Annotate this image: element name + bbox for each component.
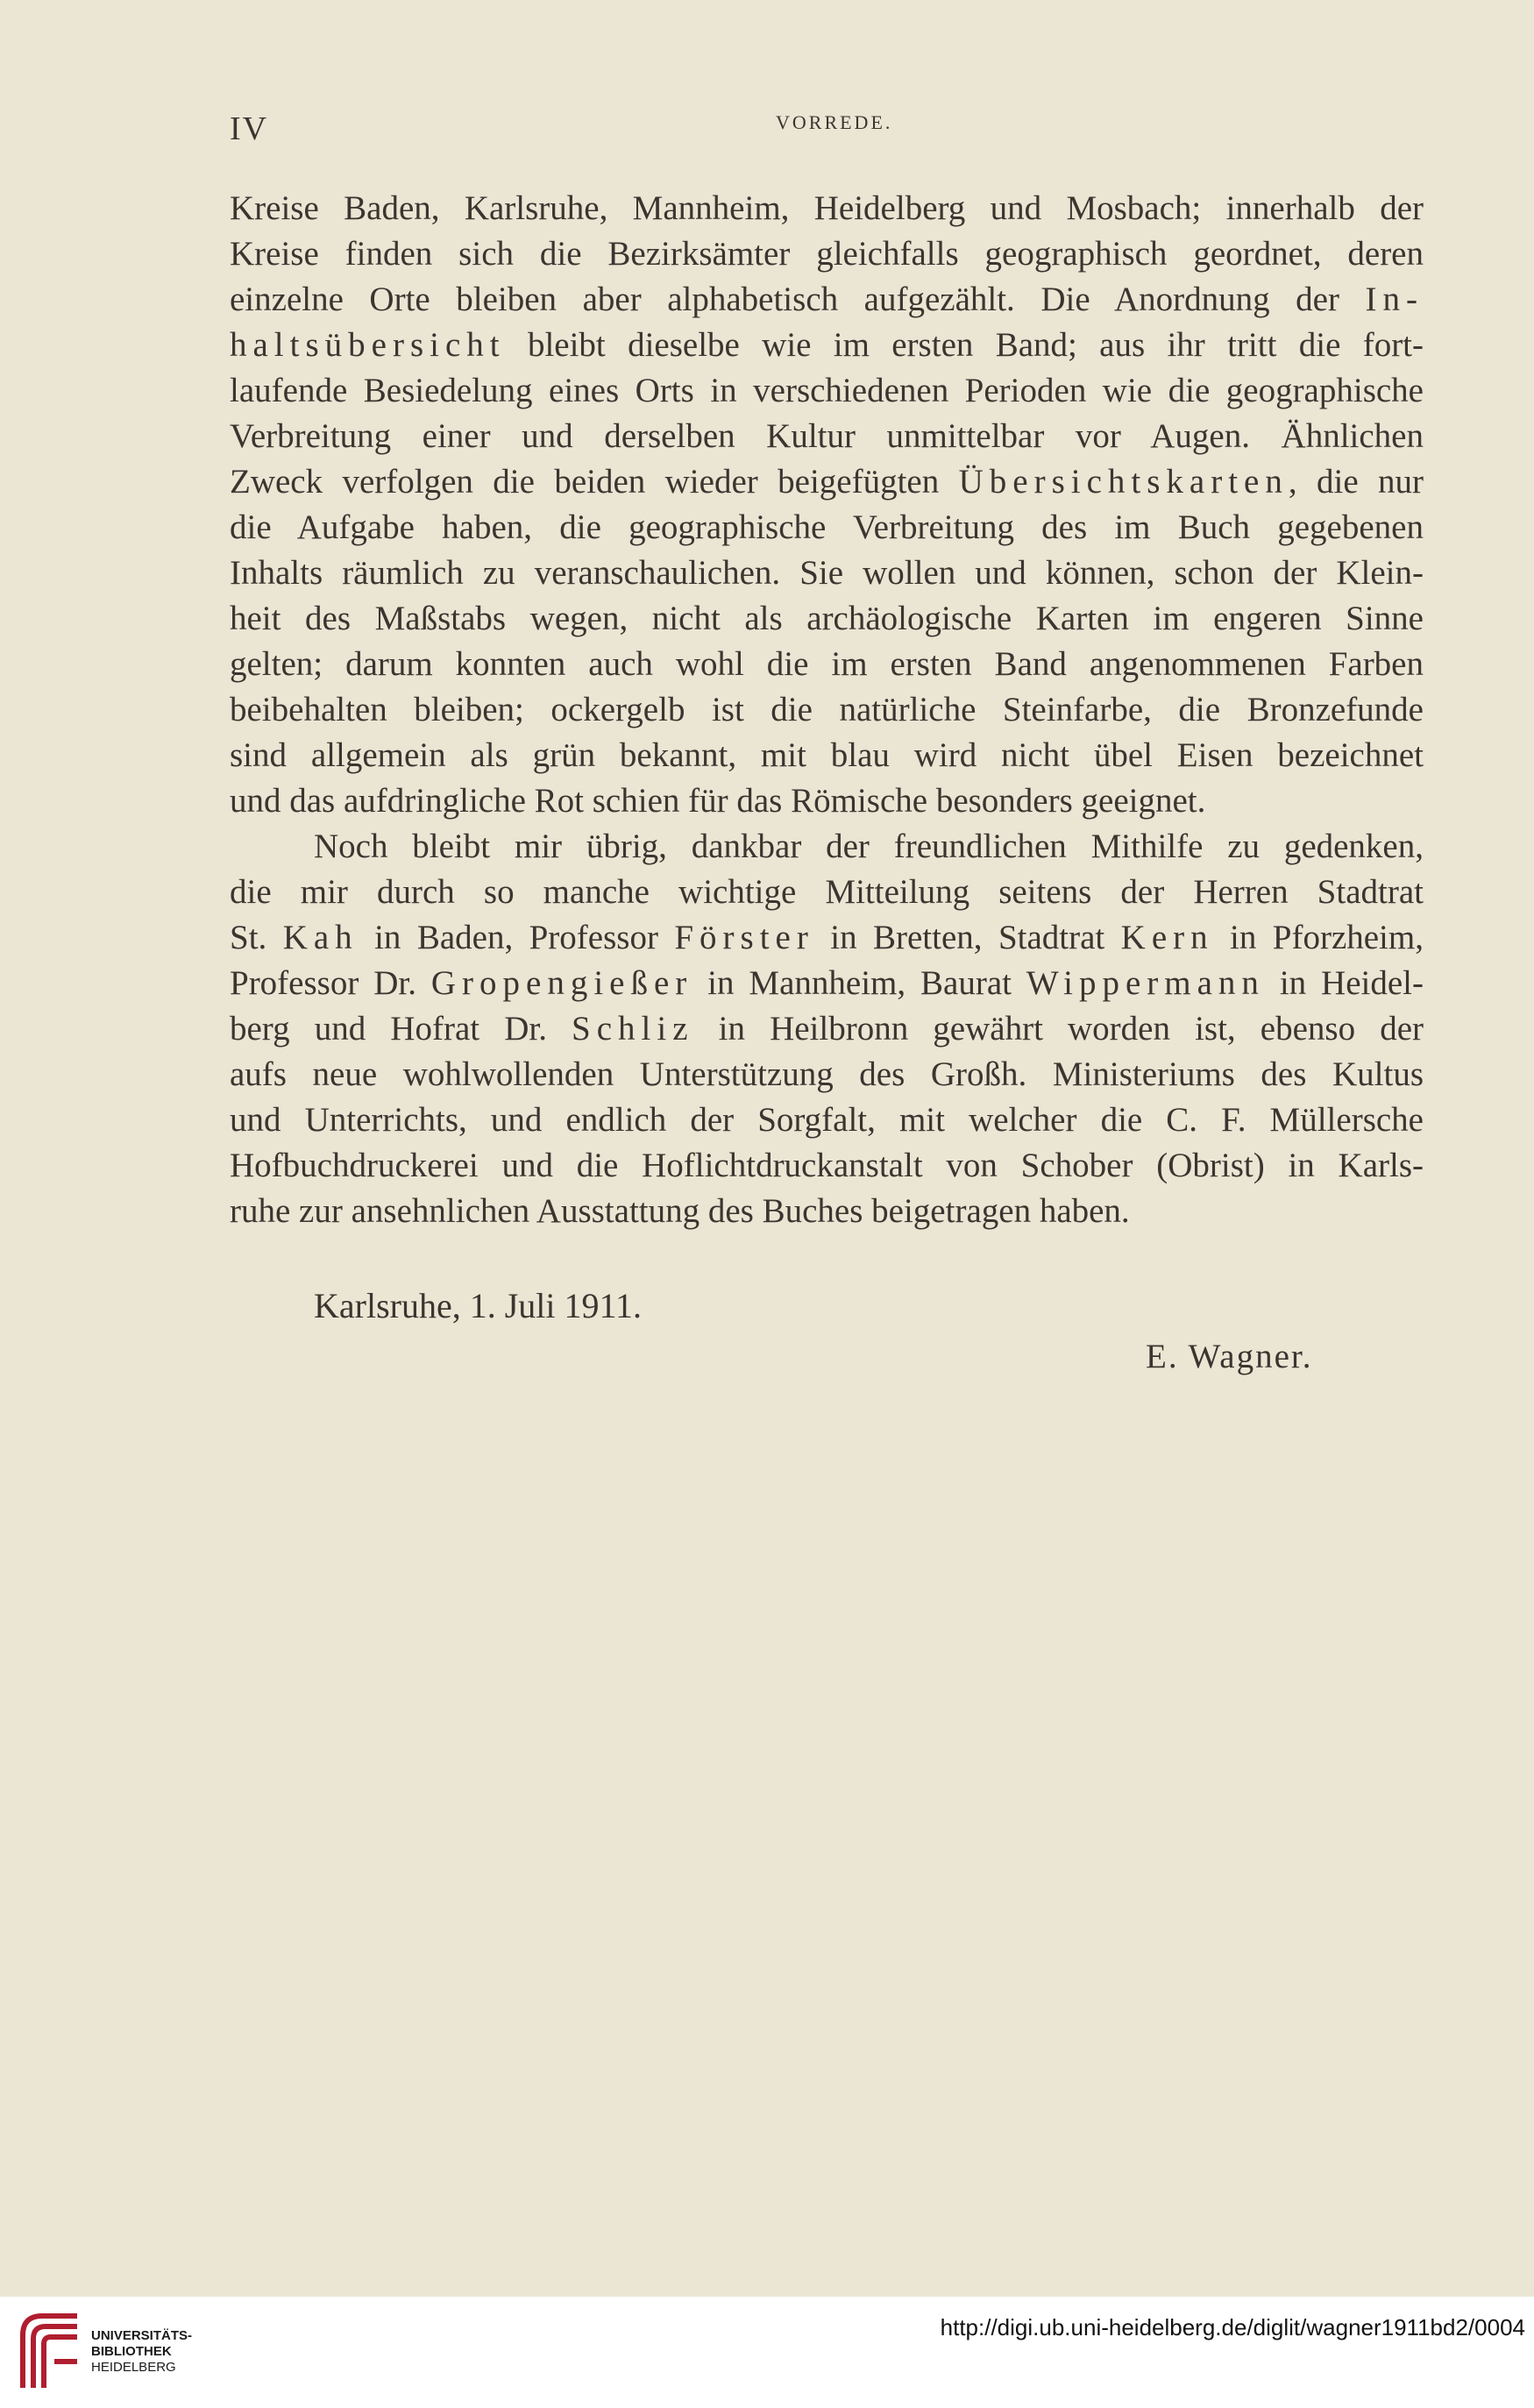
text-run: bleibt dieselbe wie im ersten Band; aus ihr tritt die fort- <box>505 326 1424 364</box>
spaced-name: haltsübersicht <box>230 326 506 364</box>
text-run: sind allgemein als grün bekannt, mit blau wird nicht übel Eisen bezeichnet <box>230 736 1424 774</box>
place-date: Karlsruhe, 1. Juli 1911. <box>314 1286 643 1325</box>
text-line <box>230 687 1424 733</box>
spaced-name: Kah <box>282 919 359 956</box>
text-line <box>230 551 1424 596</box>
library-name-line-2: BIBLIOTHEK <box>91 2344 172 2359</box>
text-line <box>230 186 1424 231</box>
library-footer <box>0 2297 1534 2408</box>
text-line <box>230 414 1424 459</box>
spaced-name: Wippermann <box>1026 964 1265 1002</box>
text-run: in Heilbronn gewährt worden ist, ebenso der <box>693 1010 1424 1048</box>
text-line <box>230 323 1424 368</box>
page-header <box>0 110 1534 153</box>
text-run: in Heidel- <box>1264 964 1424 1002</box>
body-text <box>230 186 1424 1234</box>
text-run: in Baden, Professor <box>358 919 675 956</box>
text-run: einzelne Orte bleiben aber alphabetisch aufgezählt. Die Anordnung der <box>230 281 1366 318</box>
text-run: beibehalten bleiben; ockergelb ist die natürliche Steinfarbe, die Bronzefunde <box>230 691 1424 728</box>
text-line <box>230 642 1424 687</box>
text-line <box>230 1097 1424 1143</box>
text-line <box>230 231 1424 277</box>
text-run: Noch bleibt mir übrig, dankbar der freundlichen Mithilfe zu gedenken, <box>314 828 1424 865</box>
text-run: laufende Besiedelung eines Orts in verschiedenen Perioden wie die geographische <box>230 372 1424 409</box>
text-run: Inhalts räumlich zu veranschaulichen. Sie wollen und können, schon der Klein- <box>230 554 1424 592</box>
spaced-name: Schliz <box>572 1010 694 1048</box>
text-line <box>230 915 1424 961</box>
text-line <box>230 1052 1424 1097</box>
library-name-line-3: HEIDELBERG <box>91 2360 176 2375</box>
text-run: ruhe zur ansehnlichen Ausstattung des Buches beigetragen haben. <box>230 1192 1130 1230</box>
text-run: in Bretten, Stadtrat <box>813 919 1121 956</box>
text-line <box>230 961 1424 1006</box>
spaced-name: Kern <box>1120 919 1214 956</box>
spaced-name: Übersichtskarten <box>958 463 1289 501</box>
text-run: die mir durch so manche wichtige Mitteilung seitens der Herren Stadtrat <box>230 873 1424 911</box>
text-line <box>230 1189 1424 1234</box>
text-run: , die nur <box>1288 463 1424 501</box>
text-run: aufs neue wohlwollenden Unterstützung des Großh. Ministeriums des Kultus <box>230 1055 1424 1093</box>
running-head: VORREDE. <box>776 111 893 133</box>
text-run: und das aufdringliche Rot schien für das Römische besonders geeignet. <box>230 782 1206 820</box>
text-run: Kreise finden sich die Bezirksämter gleichfalls geographisch geordnet, deren <box>230 235 1424 273</box>
text-run: gelten; darum konnten auch wohl die im ersten Band angenommenen Farben <box>230 645 1424 683</box>
text-line <box>230 277 1424 323</box>
text-run: in Pforzheim, <box>1213 919 1424 956</box>
text-run: und Unterrichts, und endlich der Sorgfalt, mit welcher die C. F. Müllersche <box>230 1101 1424 1139</box>
text-run: Verbreitung einer und derselben Kultur unmittelbar vor Augen. Ähnlichen <box>230 417 1424 455</box>
text-run: die Aufgabe haben, die geographische Verbreitung des im Buch gegebenen <box>230 508 1424 546</box>
text-run: in Mannheim, Baurat <box>692 964 1026 1002</box>
spaced-name: Gropengießer <box>430 964 693 1002</box>
library-name <box>91 2328 192 2376</box>
signature: E. Wagner. <box>1146 1338 1313 1375</box>
text-run: berg und Hofrat Dr. <box>230 1010 572 1048</box>
paragraph-2 <box>230 824 1424 1234</box>
source-url-link[interactable]: http://digi.ub.uni-heidelberg.de/diglit/wagner1911bd2/0004 <box>940 2314 1525 2341</box>
paragraph-1 <box>230 186 1424 824</box>
text-run: Zweck verfolgen die beiden wieder beigefügten <box>230 463 959 501</box>
library-name-line-1: UNIVERSITÄTS- <box>91 2328 193 2343</box>
text-run: Professor Dr. <box>230 964 431 1002</box>
spaced-name: In- <box>1365 281 1424 318</box>
text-line <box>230 368 1424 414</box>
spaced-name: Förster <box>674 919 814 956</box>
text-line <box>230 1006 1424 1052</box>
text-run: Kreise Baden, Karlsruhe, Mannheim, Heidelberg und Mosbach; innerhalb der <box>230 189 1424 227</box>
text-line <box>230 824 1424 870</box>
text-line <box>230 505 1424 551</box>
text-line <box>230 1143 1424 1189</box>
page-number: IV <box>230 110 269 147</box>
text-line <box>230 733 1424 778</box>
text-line <box>230 778 1424 824</box>
text-line <box>230 596 1424 642</box>
text-run: Hofbuchdruckerei und die Hoflichtdruckanstalt von Schober (Obrist) in Karls- <box>230 1147 1424 1184</box>
library-logo-icon <box>16 2309 84 2395</box>
text-run: St. <box>230 919 283 956</box>
text-run: heit des Maßstabs wegen, nicht als archäologische Karten im engeren Sinne <box>230 600 1424 637</box>
text-line <box>230 459 1424 505</box>
text-line <box>230 870 1424 915</box>
